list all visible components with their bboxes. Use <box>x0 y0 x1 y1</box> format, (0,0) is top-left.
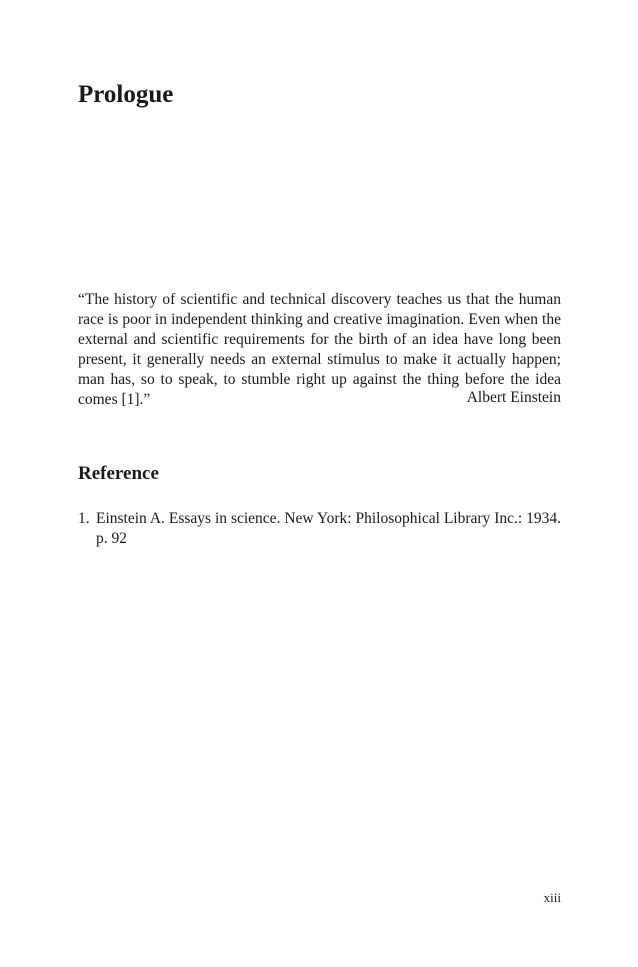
reference-item <box>78 509 561 549</box>
reference-list <box>78 509 561 549</box>
chapter-title: Prologue <box>78 81 174 108</box>
epigraph-quote: “The history of scientific and technical discovery teaches us that the human race is poor in independent thinking and creative imagination. Even when the external and scientific requirements for the birth of an idea have long been present, it generally needs an external stimulus to make it actually happen; man has, so to speak, to stumble right up against the thing before the idea comes [1].” <box>78 291 561 408</box>
page-number: xiii <box>543 890 561 905</box>
epigraph-author: Albert Einstein <box>466 389 561 406</box>
reference-text: Einstein A. Essays in science. New York: Philosophical Library Inc.: 1934. p. 92 <box>96 510 561 547</box>
reference-number: 1. <box>78 510 90 527</box>
references-heading: Reference <box>78 463 159 484</box>
